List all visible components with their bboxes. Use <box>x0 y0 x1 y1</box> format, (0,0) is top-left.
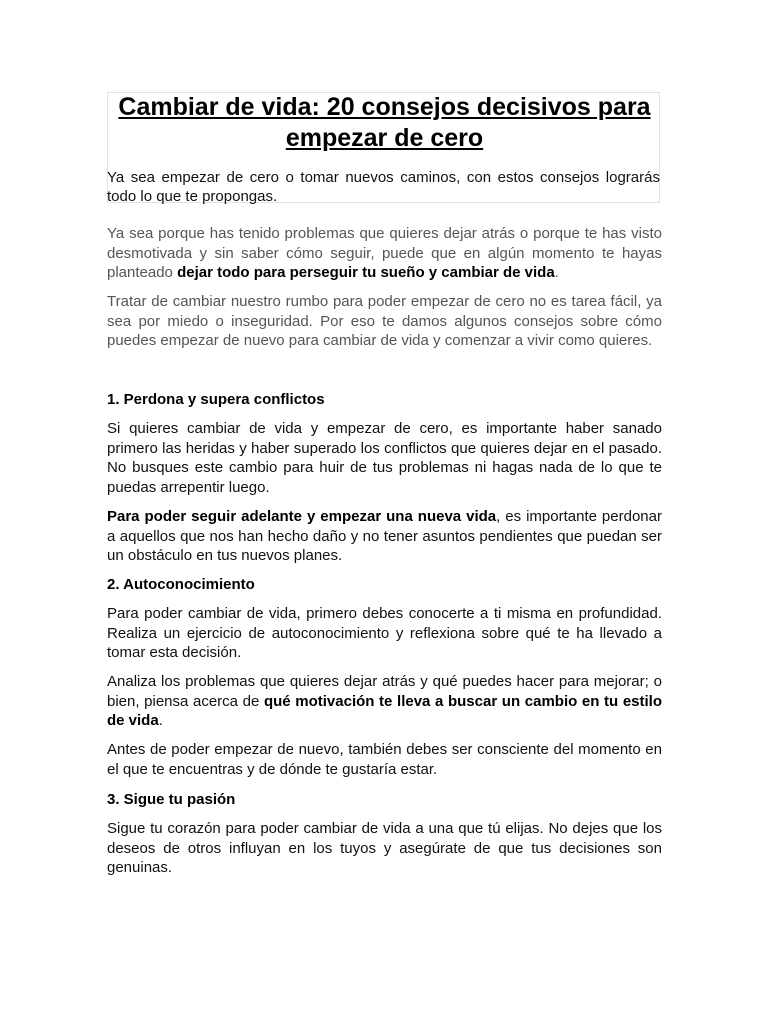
section-3-heading: 3. Sigue tu pasión <box>107 791 236 808</box>
document-title: Cambiar de vida: 20 consejos decisivos para empezar de cero <box>118 93 651 152</box>
section-2-end: . <box>158 712 163 729</box>
intro-paragraph-1 <box>107 224 662 283</box>
section-2-bold: qué motivación te lleva a buscar un cambio en tu estilo de vida <box>107 692 662 729</box>
section-2-paragraph-2 <box>107 672 662 731</box>
section-1-paragraph-2 <box>107 507 662 566</box>
intro-1-bold: dejar todo para perseguir tu sueño y cambiar de vida <box>177 264 555 281</box>
section-2-heading: 2. Autoconocimiento <box>107 576 255 593</box>
section-1-heading: 1. Perdona y supera conflictos <box>107 391 325 408</box>
section-2-paragraph-3: Antes de poder empezar de nuevo, también debes ser consciente del momento en el que te encuentras y de dónde te gustaría estar. <box>107 741 662 778</box>
intro-1-text: Ya sea porque has tenido problemas que quieres dejar atrás o porque te has visto desmotivada y sin saber cómo seguir, puede que en algún momento te hayas planteado <box>107 225 662 281</box>
section-1-paragraph-1: Si quieres cambiar de vida y empezar de cero, es importante haber sanado primero las heridas y haber superado los conflictos que quieres dejar en el pasado. No busques este cambio para huir de tus problemas ni hagas nada de lo que te puedas arrepentir luego. <box>107 420 662 496</box>
document-subtitle: Ya sea empezar de cero o tomar nuevos caminos, con estos consejos lograrás todo lo que te propongas. <box>107 169 660 205</box>
intro-paragraph-2: Tratar de cambiar nuestro rumbo para poder empezar de cero no es tarea fácil, ya sea por miedo o inseguridad. Por eso te damos algunos consejos sobre cómo puedes empezar de nuevo para cambiar de vida y comenzar a vivir como quieres. <box>107 293 662 349</box>
section-2-paragraph-1: Para poder cambiar de vida, primero debes conocerte a ti misma en profundidad. Realiza un ejercicio de autoconocimiento y reflexiona sobre qué te ha llevado a tomar esta decisión. <box>107 605 662 661</box>
section-1-text: , es importante perdonar a aquellos que nos han hecho daño y no tener asuntos pendientes que puedan ser un obstáculo en tus nuevos planes. <box>107 508 662 564</box>
section-1-bold: Para poder seguir adelante y empezar una nueva vida <box>107 508 497 525</box>
section-3-paragraph-1: Sigue tu corazón para poder cambiar de vida a una que tú elijas. No dejes que los deseos de otros influyan en los tuyos y asegúrate de que tus decisiones son genuinas. <box>107 820 662 876</box>
intro-1-end: . <box>554 264 559 281</box>
section-2-text: Analiza los problemas que quieres dejar atrás y qué puedes hacer para mejorar; o bien, piensa acerca de <box>107 673 662 710</box>
